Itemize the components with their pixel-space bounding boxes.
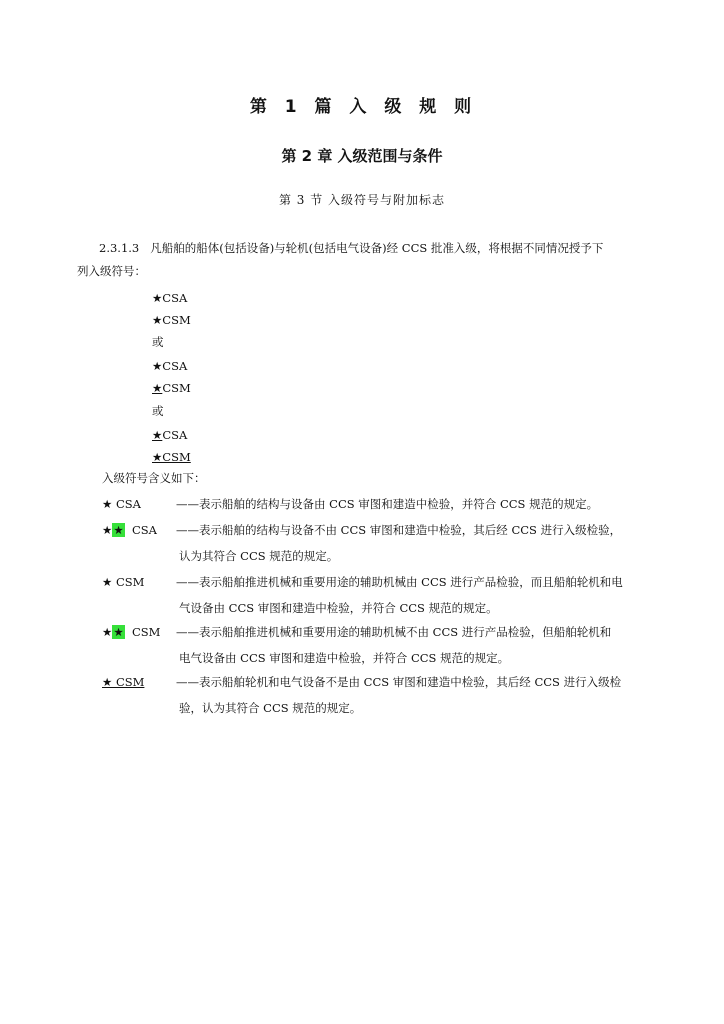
clause-number: 2.3.1.3 (99, 241, 140, 255)
symbol-csa-1: ★CSA (152, 291, 188, 305)
definition-symbol: ★ CSA (102, 497, 141, 511)
symbol-csa-2: ★CSA (152, 359, 188, 373)
definition-csm: ★ CSM ——表示船舶推进机械和重要用途的辅助机械由 CCS 进行产品检验，而且船舶轮机和电 气设备由 CCS 审图和建造中检验，并符合 CCS 规范的规定。 (102, 569, 650, 621)
highlighted-star: ★ (113, 625, 124, 639)
definition-symbol: ★★ CSA (102, 523, 157, 537)
definition-symbol: ★★ CSM (102, 625, 161, 639)
definition-underlined-csm: ★ CSM ——表示船舶轮机和电气设备不是由 CCS 审图和建造中检验，其后经 CCS 进行入级检 验，认为其符合 CCS 规范的规定。 (102, 669, 650, 721)
clause-line-1 (77, 237, 651, 260)
highlighted-star: ★ (113, 523, 124, 537)
clause-paragraph (77, 237, 651, 283)
clause-text-2: 列入级符号： (77, 264, 146, 278)
symbol-csm-2: ★CSM (152, 381, 191, 395)
star-underlined: ★ (152, 381, 163, 395)
definition-star-csm: ★★ CSM ——表示船舶推进机械和重要用途的辅助机械不由 CCS 进行产品检验，但船舶轮机和 电气设备由 CCS 审图和建造中检验，并符合 CCS 规范的规定。 (102, 619, 650, 671)
or-text-2: 或 (152, 404, 164, 418)
symbol-csm-3: ★CSM (152, 450, 191, 464)
definition-star-csa: ★★ CSA ——表示船舶的结构与设备不由 CCS 审图和建造中检验，其后经 CCS 进行入级检验， 认为其符合 CCS 规范的规定。 (102, 517, 650, 569)
part-title: 第 1 篇 入 级 规 则 (249, 97, 475, 117)
section-title: 第 3 节 入级符号与附加标志 (278, 193, 446, 207)
definition-symbol: ★ CSM (102, 575, 145, 589)
star-underlined: ★ (152, 428, 163, 442)
or-text-1: 或 (152, 335, 164, 349)
clause-text-1: 凡船舶的船体(包括设备)与轮机(包括电气设备)经 CCS 批准入级，将根据不同情况授予下 (150, 241, 604, 255)
symbol-csm-1: ★CSM (152, 313, 191, 327)
definition-csa: ★ CSA ——表示船舶的结构与设备由 CCS 审图和建造中检验，并符合 CCS 规范的规定。 (102, 491, 650, 517)
meaning-intro: 入级符号含义如下： (102, 471, 206, 485)
chapter-title: 第 2 章 入级范围与条件 (281, 147, 443, 165)
definition-symbol: ★ CSM (102, 675, 145, 689)
symbol-csa-3: ★CSA (152, 428, 188, 442)
